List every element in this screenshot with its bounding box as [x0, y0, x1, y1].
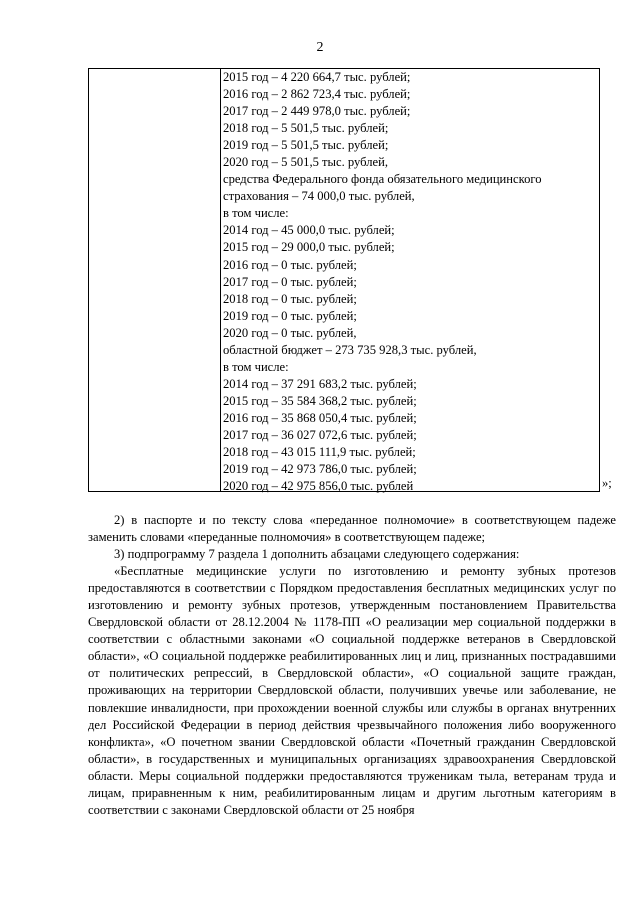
page-number: 2	[316, 40, 324, 55]
table-line: 2018 год – 43 015 111,9 тыс. рублей;	[223, 445, 416, 460]
paragraph-2: 2) в паспорте и по тексту слова «переданное полномочие» в соответствующем падеже заменить словами «переданные полномочия» в соответствующем падеже;	[88, 513, 616, 545]
table-line: 2017 год – 36 027 072,6 тыс. рублей;	[223, 427, 417, 442]
table-right-cell	[221, 69, 599, 494]
paragraph-quote: «Бесплатные медицинские услуги по изготовлению и ремонту зубных протезов предоставляются в соответствии с Порядком предоставления бесплатных медицинских услуг по изготовлению и ремонту зубных протезов, утвержденным постановлением Правительства Свердловской области от 28.12.2004 № 1178-ПП «О реализации мер социальной поддержки в соответствии с областными законами «О социальной поддержке ветеранов в Свердловской области», «О социальной поддержке реабилитированных лиц и лиц, признанных пострадавшими от политических репрессий, в Свердловской области», «О социальной защите граждан, проживающих на территории Свердловской области, получивших увечье или заболевание, не повлекшие инвалидности, при прохождении военной службы или службы в органах внутренних дел Российской Федерации в период действия чрезвычайного положения либо вооруженного конфликта», «О почетном звании Свердловской области «Почетный гражданин Свердловской области», в государственных и муниципальных организациях здравоохранения Свердловской области. Меры социальной поддержки предоставляются труженикам тыла, ветеранам труда и лицам, приравненным к ним, реабилитированным лицам и другим льготным категориям в соответствии с законами Свердловской области от 25 ноября	[88, 564, 616, 817]
table-line: средства Федерального фонда обязательного медицинского	[223, 172, 542, 187]
table-line: 2017 год – 0 тыс. рублей;	[223, 274, 357, 289]
table-line: 2016 год – 35 868 050,4 тыс. рублей;	[223, 410, 417, 425]
table-line: 2020 год – 0 тыс. рублей,	[223, 325, 357, 340]
table-line: в том числе:	[223, 206, 289, 221]
table-line: 2016 год – 0 тыс. рублей;	[223, 257, 357, 272]
table-left-cell	[89, 69, 221, 491]
table-line: 2018 год – 5 501,5 тыс. рублей;	[223, 121, 389, 136]
table-line: 2014 год – 37 291 683,2 тыс. рублей;	[223, 376, 417, 391]
table-line: в том числе:	[223, 359, 289, 374]
table-line: 2017 год – 2 449 978,0 тыс. рублей;	[223, 104, 411, 119]
table-line: 2015 год – 29 000,0 тыс. рублей;	[223, 240, 395, 255]
table-line: 2016 год – 2 862 723,4 тыс. рублей;	[223, 87, 411, 102]
table-line: 2015 год – 4 220 664,7 тыс. рублей;	[223, 70, 411, 84]
table-line: 2019 год – 42 973 786,0 тыс. рублей;	[223, 462, 417, 477]
table-line: 2015 год – 35 584 368,2 тыс. рублей;	[223, 393, 417, 408]
table-line: 2020 год – 42 975 856,0 тыс. рублей	[223, 479, 414, 494]
table-line: 2018 год – 0 тыс. рублей;	[223, 291, 357, 306]
table-line: 2020 год – 5 501,5 тыс. рублей,	[223, 155, 389, 170]
table-line: 2019 год – 0 тыс. рублей;	[223, 308, 357, 323]
paragraph-3: 3) подпрограмму 7 раздела 1 дополнить абзацами следующего содержания:	[114, 547, 520, 562]
table-line: 2019 год – 5 501,5 тыс. рублей;	[223, 138, 389, 153]
table-closing-quote: »;	[602, 476, 612, 490]
table-line: областной бюджет – 273 735 928,3 тыс. рублей,	[223, 342, 477, 357]
financing-table	[88, 68, 600, 492]
table-line: страхования – 74 000,0 тыс. рублей,	[223, 189, 415, 204]
body-text	[88, 512, 616, 819]
table-line: 2014 год – 45 000,0 тыс. рублей;	[223, 223, 395, 238]
